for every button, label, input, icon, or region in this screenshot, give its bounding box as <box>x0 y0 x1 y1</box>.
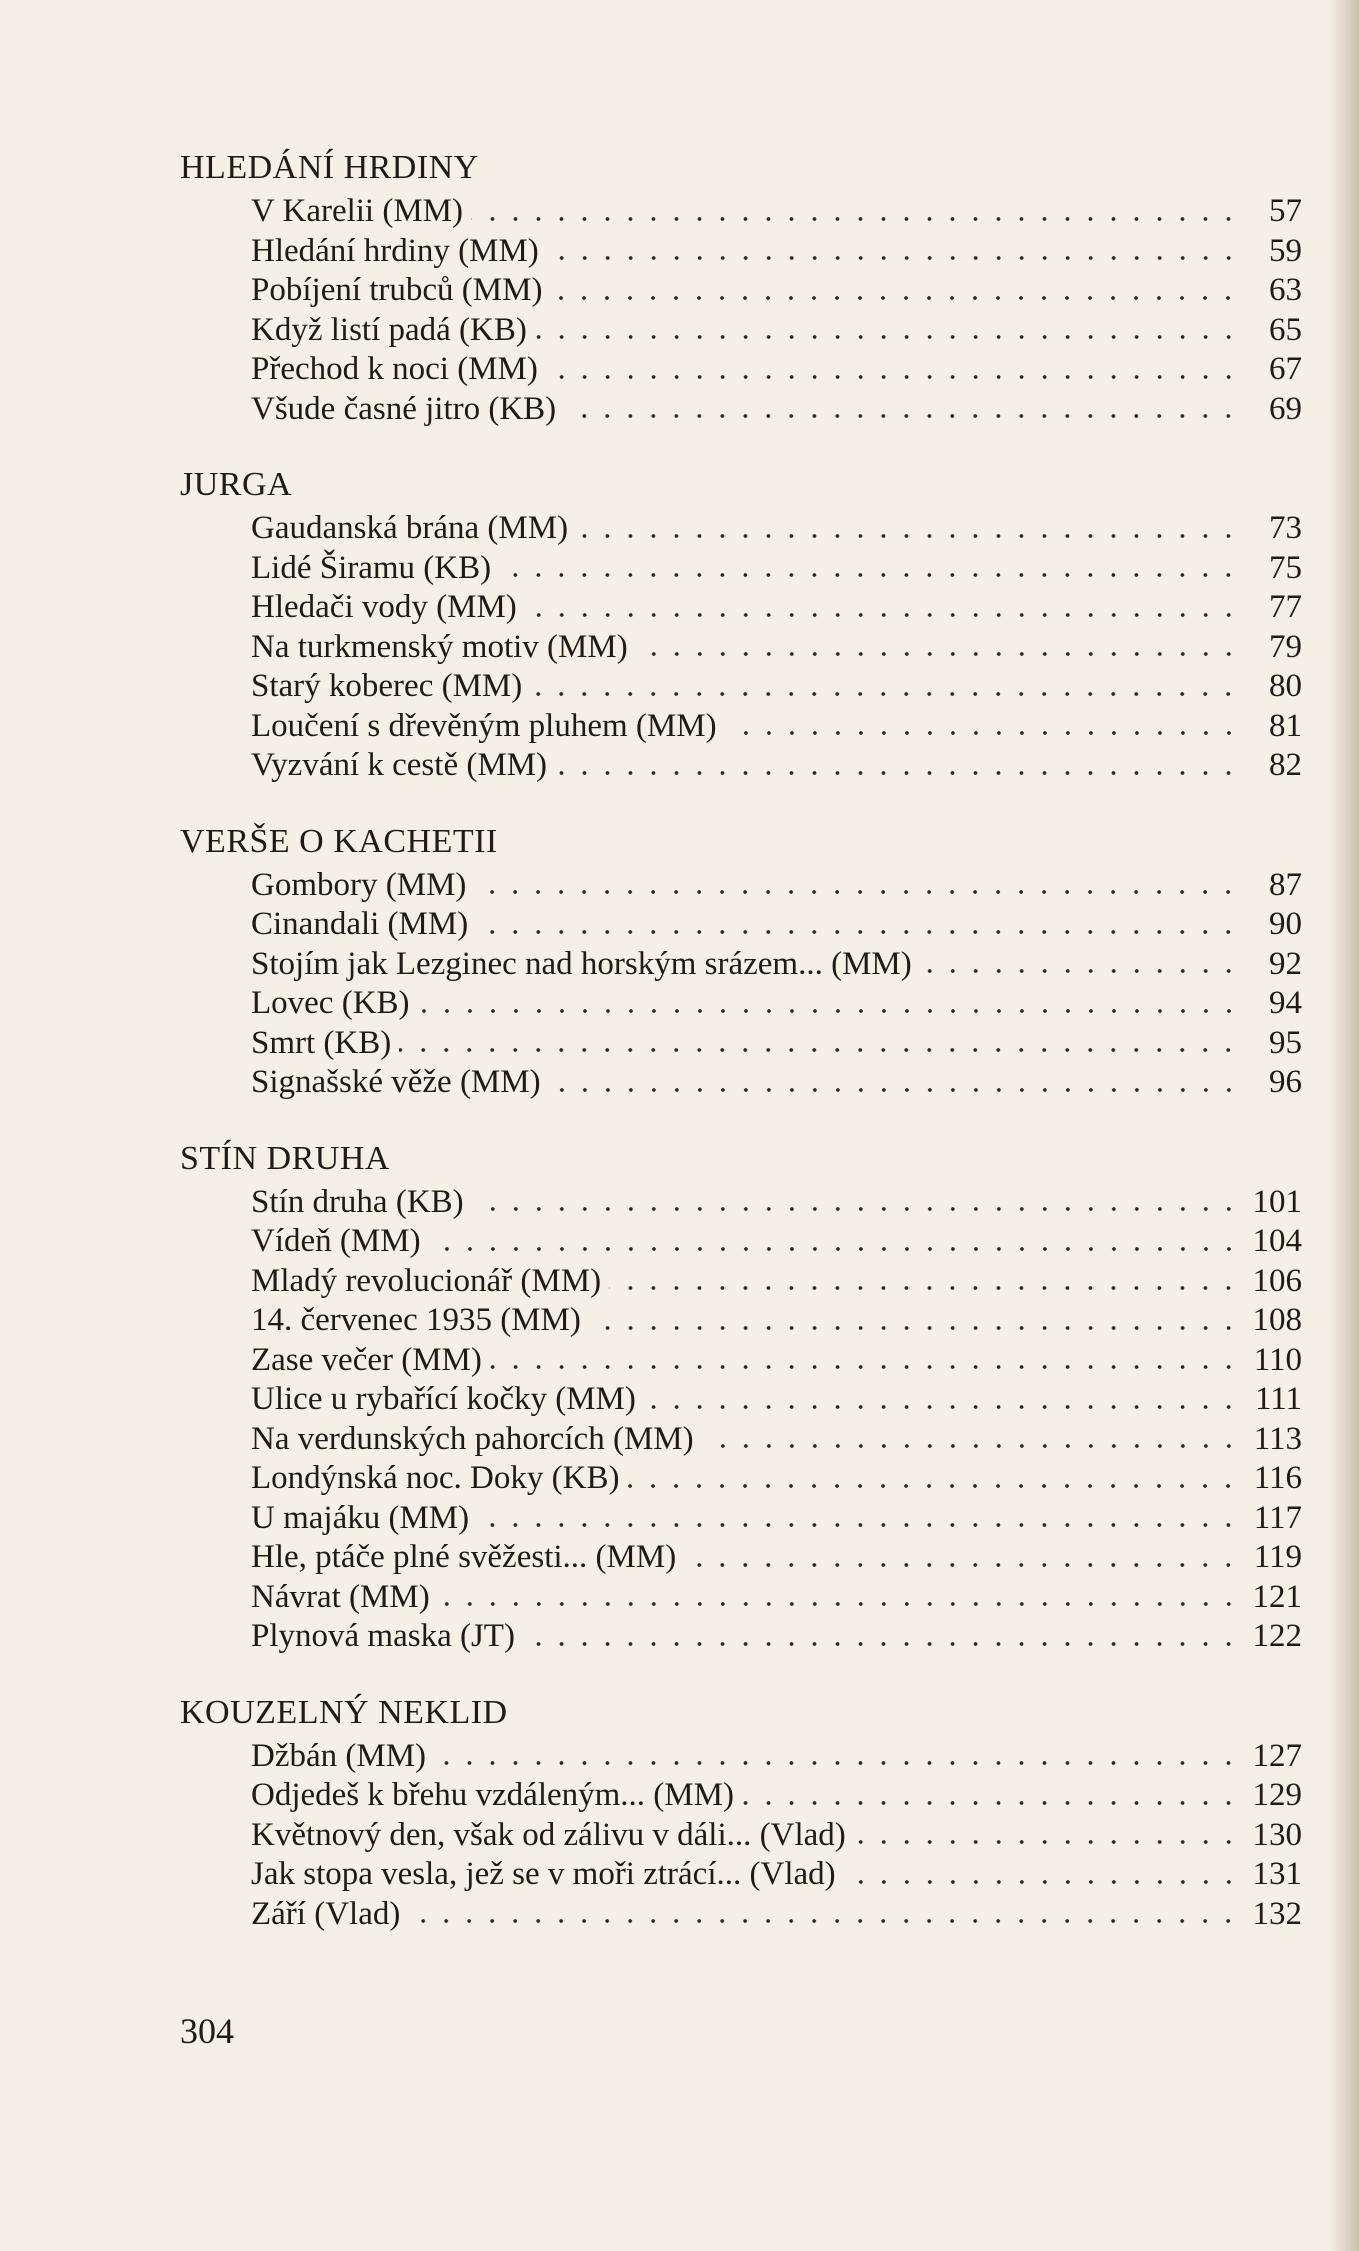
toc-entry <box>251 509 1302 549</box>
entry-title: Londýnská noc. Doky (KB) <box>251 1460 620 1496</box>
entry-title: Lovec (KB) <box>251 985 410 1021</box>
entry-page-number: 96 <box>1269 1064 1302 1100</box>
entry-title: Odjedeš k břehu vzdáleným... (MM) <box>251 1777 734 1813</box>
toc-entry <box>251 1538 1302 1578</box>
entry-page-number: 57 <box>1269 193 1302 229</box>
entry-title: Stín druha (KB) <box>251 1183 464 1220</box>
section-heading: JURGA <box>180 466 293 503</box>
dot-leader <box>477 1522 1240 1528</box>
dot-leader <box>434 1760 1240 1766</box>
entry-page-number: 87 <box>1269 866 1302 903</box>
entry-page-number: 132 <box>1252 1895 1302 1932</box>
dot-leader <box>499 572 1240 578</box>
toc-entry <box>251 1499 1302 1539</box>
entry-title: Ulice u rybařící kočky (MM) <box>251 1381 636 1417</box>
entry-title: U majáku (MM) <box>251 1499 470 1536</box>
dot-leader <box>546 374 1240 380</box>
entry-title: Stojím jak Lezginec nad horským srázem... (MM) <box>251 945 912 982</box>
dot-leader <box>550 295 1240 301</box>
entry-page-number: 117 <box>1253 1499 1302 1536</box>
toc-entry <box>251 232 1302 272</box>
entry-page-number: 131 <box>1252 1856 1302 1892</box>
page-number: 304 <box>180 2011 234 2051</box>
toc-entry <box>251 588 1302 628</box>
entry-page-number: 121 <box>1252 1578 1302 1615</box>
section-heading: STÍN DRUHA <box>180 1139 390 1177</box>
dot-leader <box>725 730 1240 736</box>
entry-page-number: 116 <box>1253 1460 1302 1496</box>
entry-title: Přechod k noci (MM) <box>251 351 538 387</box>
entry-title: Signašské věže (MM) <box>251 1064 541 1100</box>
entry-title: 14. červenec 1935 (MM) <box>251 1302 581 1338</box>
entry-page-number: 75 <box>1269 549 1302 586</box>
toc-entry <box>251 1578 1302 1618</box>
entry-page-number: 101 <box>1252 1183 1302 1220</box>
toc-entry <box>251 1341 1302 1381</box>
toc-entry <box>251 1895 1302 1935</box>
dot-leader <box>535 334 1240 340</box>
dot-leader <box>471 216 1240 222</box>
dot-leader <box>702 1443 1240 1449</box>
toc-entry <box>251 1776 1302 1816</box>
toc-entry <box>251 707 1302 747</box>
entry-title: Pobíjení trubců (MM) <box>251 272 543 308</box>
dot-leader <box>408 1918 1240 1924</box>
entry-page-number: 94 <box>1269 985 1302 1021</box>
dot-leader <box>636 651 1240 657</box>
entry-page-number: 122 <box>1252 1618 1302 1654</box>
entry-page-number: 130 <box>1252 1816 1302 1853</box>
entry-page-number: 104 <box>1252 1223 1302 1259</box>
entry-title: Plynová maska (JT) <box>251 1618 515 1654</box>
entry-page-number: 127 <box>1252 1737 1302 1774</box>
toc-entry <box>251 390 1302 430</box>
toc-entry <box>251 866 1302 906</box>
section-heading: KOUZELNÝ NEKLID <box>180 1693 508 1731</box>
dot-leader <box>530 691 1240 697</box>
dot-leader <box>844 1879 1240 1885</box>
dot-leader <box>472 1206 1240 1212</box>
entry-page-number: 92 <box>1269 945 1302 982</box>
toc-entry <box>251 1855 1302 1895</box>
dot-leader <box>555 770 1240 776</box>
dot-leader <box>576 533 1240 539</box>
toc-entry <box>251 905 1302 945</box>
dot-leader <box>490 1364 1240 1370</box>
toc-section <box>180 1139 1302 1657</box>
toc-entry <box>251 984 1302 1024</box>
entry-page-number: 95 <box>1269 1024 1302 1061</box>
entry-title: Na verdunských pahorcích (MM) <box>251 1420 694 1457</box>
entry-title: Gombory (MM) <box>251 866 467 903</box>
entry-page-number: 110 <box>1253 1341 1302 1378</box>
toc-entry <box>251 192 1302 232</box>
entry-page-number: 81 <box>1269 707 1302 744</box>
page-edge-shadow <box>1329 0 1359 2251</box>
entry-title: Lidé Širamu (KB) <box>251 549 492 586</box>
entry-title: Hledání hrdiny (MM) <box>251 232 539 269</box>
toc-entry <box>251 350 1302 390</box>
entry-title: Vyzvání k cestě (MM) <box>251 747 548 783</box>
dot-leader <box>549 1087 1240 1093</box>
entry-title: Všude časné jitro (KB) <box>251 390 557 427</box>
section-heading: HLEDÁNÍ HRDINY <box>180 149 479 186</box>
dot-leader <box>589 1325 1240 1331</box>
entry-page-number: 90 <box>1269 906 1302 942</box>
entry-page-number: 65 <box>1269 311 1302 348</box>
entry-title: Vídeň (MM) <box>251 1223 421 1259</box>
entry-page-number: 80 <box>1269 668 1302 704</box>
entry-title: V Karelii (MM) <box>251 193 464 229</box>
toc-entry <box>251 945 1302 985</box>
entry-title: Smrt (KB) <box>251 1024 392 1061</box>
entry-title: Jak stopa vesla, jež se v moři ztrácí... (Vlad) <box>251 1856 836 1892</box>
entry-page-number: 79 <box>1269 628 1302 665</box>
toc-entry <box>251 271 1302 311</box>
dot-leader <box>547 255 1240 261</box>
entry-page-number: 129 <box>1252 1777 1302 1813</box>
entry-page-number: 69 <box>1269 390 1302 427</box>
toc-section <box>180 822 1302 1103</box>
toc-section <box>180 148 1302 429</box>
dot-leader <box>525 612 1240 618</box>
toc-entry <box>251 549 1302 589</box>
toc-entry <box>251 1737 1302 1777</box>
entry-page-number: 59 <box>1269 232 1302 269</box>
toc-section <box>180 1693 1302 1935</box>
table-of-contents <box>180 148 1302 1970</box>
dot-leader <box>564 413 1240 419</box>
toc-entry <box>251 1262 1302 1302</box>
toc-entry <box>251 628 1302 668</box>
toc-entry <box>251 1617 1302 1657</box>
entry-page-number: 113 <box>1253 1420 1302 1457</box>
dot-leader <box>644 1404 1240 1410</box>
entry-title: Starý koberec (MM) <box>251 668 523 704</box>
entry-title: Zase večer (MM) <box>251 1341 482 1378</box>
entry-title: Když listí padá (KB) <box>251 311 527 348</box>
toc-entry <box>251 746 1302 786</box>
toc-entry <box>251 1222 1302 1262</box>
toc-entry <box>251 667 1302 707</box>
dot-leader <box>609 1285 1240 1291</box>
dot-leader <box>429 1246 1240 1252</box>
entry-page-number: 108 <box>1252 1302 1302 1338</box>
toc-entry <box>251 1024 1302 1064</box>
entry-title: Džbán (MM) <box>251 1737 427 1774</box>
toc-entry <box>251 1380 1302 1420</box>
dot-leader <box>742 1800 1240 1806</box>
toc-entry <box>251 1459 1302 1499</box>
dot-leader <box>476 929 1240 935</box>
toc-entry <box>251 1816 1302 1856</box>
entry-title: Květnový den, však od zálivu v dáli... (Vlad) <box>251 1816 846 1853</box>
entry-page-number: 77 <box>1269 589 1302 625</box>
entry-title: Gaudanská brána (MM) <box>251 510 569 546</box>
entry-title: Září (Vlad) <box>251 1895 401 1932</box>
dot-leader <box>523 1641 1240 1647</box>
toc-entry <box>251 1301 1302 1341</box>
section-heading: VERŠE O KACHETII <box>180 822 498 860</box>
dot-leader <box>438 1601 1240 1607</box>
dot-leader <box>474 889 1240 895</box>
toc-entry <box>251 311 1302 351</box>
entry-title: Na turkmenský motiv (MM) <box>251 628 628 665</box>
entry-page-number: 106 <box>1252 1262 1302 1299</box>
entry-title: Hle, ptáče plné svěžesti... (MM) <box>251 1539 677 1575</box>
entry-page-number: 73 <box>1269 510 1302 546</box>
entry-title: Hledači vody (MM) <box>251 589 517 625</box>
dot-leader <box>418 1008 1240 1014</box>
entry-page-number: 63 <box>1269 272 1302 308</box>
entry-title: Loučení s dřevěným pluhem (MM) <box>251 707 717 744</box>
entry-title: Návrat (MM) <box>251 1578 430 1615</box>
toc-entry <box>251 1420 1302 1460</box>
dot-leader <box>627 1483 1240 1489</box>
dot-leader <box>684 1562 1240 1568</box>
entry-page-number: 82 <box>1269 747 1302 783</box>
entry-page-number: 119 <box>1253 1539 1302 1575</box>
entry-page-number: 67 <box>1269 351 1302 387</box>
toc-entry <box>251 1063 1302 1103</box>
dot-leader <box>854 1839 1240 1845</box>
dot-leader <box>399 1047 1240 1053</box>
toc-section <box>180 465 1302 786</box>
entry-title: Cinandali (MM) <box>251 906 469 942</box>
dot-leader <box>920 968 1240 974</box>
entry-title: Mladý revolucionář (MM) <box>251 1262 602 1299</box>
toc-entry <box>251 1183 1302 1223</box>
entry-page-number: 111 <box>1254 1381 1302 1417</box>
